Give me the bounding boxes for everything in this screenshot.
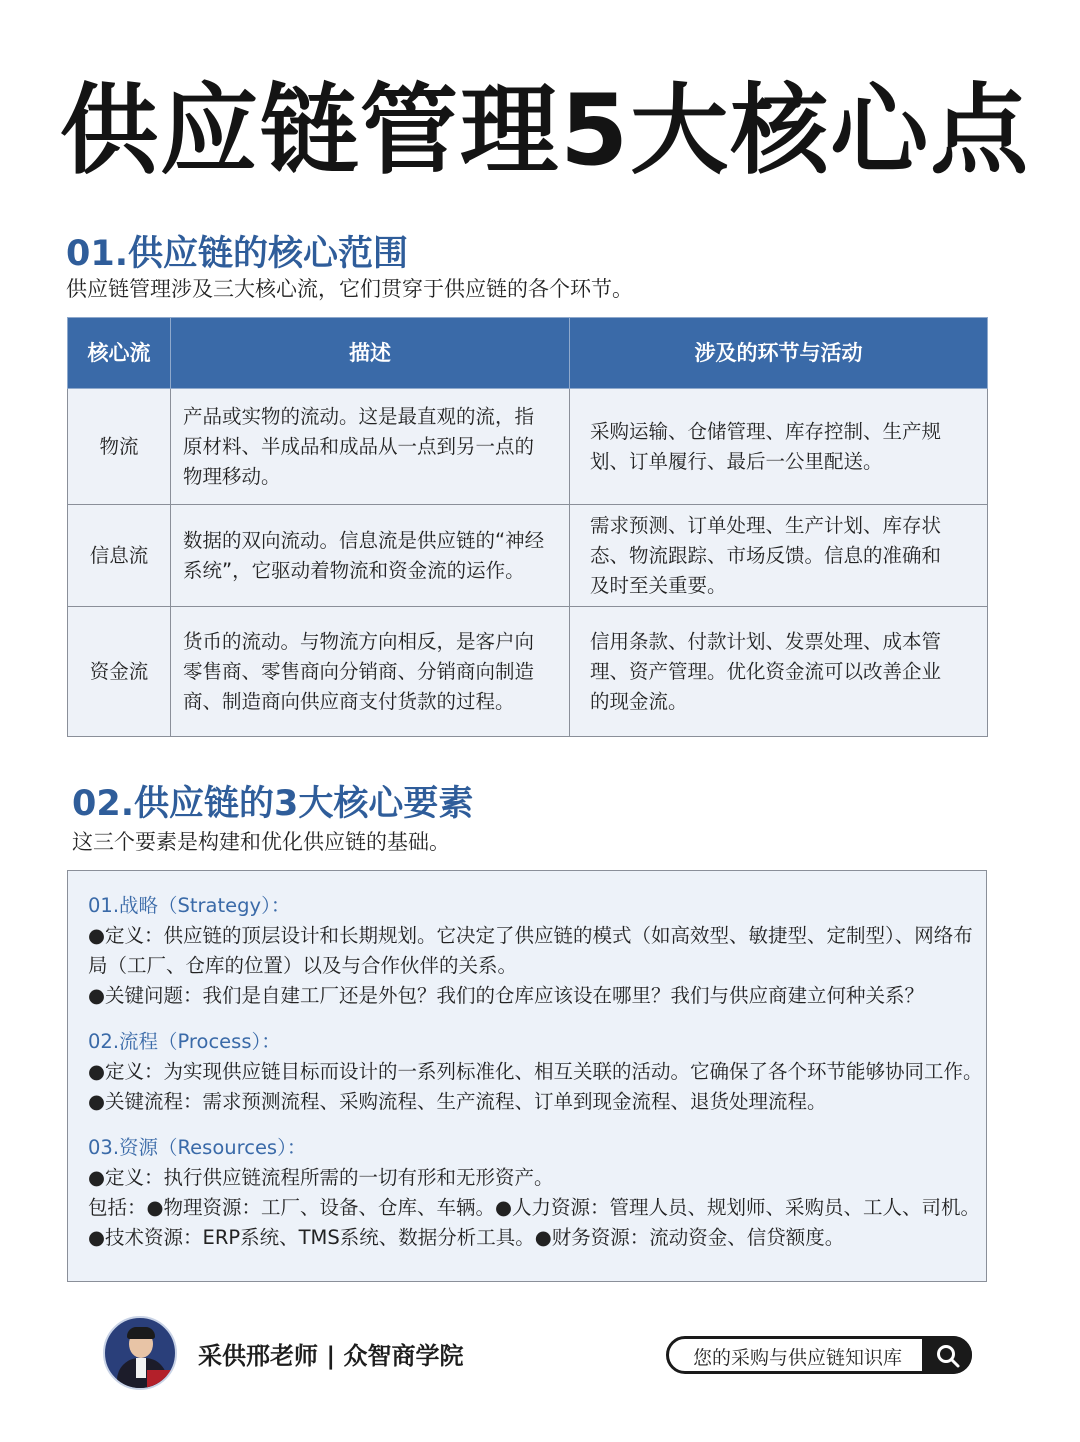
flow-name-cell: 资金流 <box>68 607 171 737</box>
element-line: 包括：●物理资源：工厂、设备、仓库、车辆。●人力资源：管理人员、规划师、采购员、工人、司机。 <box>88 1196 981 1219</box>
table-row <box>68 505 988 607</box>
table-row <box>68 389 988 505</box>
element-line: ●技术资源：ERP系统、TMS系统、数据分析工具。●财务资源：流动资金、信贷额度。 <box>88 1226 845 1249</box>
flow-activities-cell: 需求预测、订单处理、生产计划、库存状态、物流跟踪、市场反馈。信息的准确和及时至关重要。 <box>570 505 988 607</box>
flow-name-cell: 信息流 <box>68 505 171 607</box>
section2-heading: 02.供应链的3大核心要素 <box>72 784 474 824</box>
element-line: ●定义：执行供应链流程所需的一切有形和无形资产。 <box>88 1166 554 1189</box>
element-line: ●关键问题：我们是自建工厂还是外包？我们的仓库应该设在哪里？我们与供应商建立何种关系？ <box>88 984 925 1007</box>
element-title: 03.资源（Resources）： <box>88 1136 307 1159</box>
avatar <box>103 1316 177 1390</box>
section2-intro: 这三个要素是构建和优化供应链的基础。 <box>72 830 450 854</box>
element-process <box>88 1027 986 1117</box>
flow-activities-cell: 信用条款、付款计划、发票处理、成本管理、资产管理。优化资金流可以改善企业的现金流。 <box>570 607 988 737</box>
search-label: 您的采购与供应链知识库 <box>693 1347 903 1369</box>
core-elements-box <box>67 870 987 1282</box>
flow-desc-cell: 产品或实物的流动。这是最直观的流，指原材料、半成品和成品从一点到另一点的物理移动。 <box>171 389 570 505</box>
flow-activities-cell: 采购运输、仓储管理、库存控制、生产规划、订单履行、最后一公里配送。 <box>570 389 988 505</box>
element-strategy <box>88 891 986 1011</box>
table-header-row <box>68 318 988 389</box>
element-title: 02.流程（Process）： <box>88 1030 281 1053</box>
search-bar[interactable] <box>666 1336 972 1374</box>
table-header-cell: 描述 <box>171 318 570 389</box>
search-icon <box>935 1343 961 1369</box>
element-line: ●关键流程：需求预测流程、采购流程、生产流程、订单到现金流程、退货处理流程。 <box>88 1090 827 1113</box>
element-title: 01.战略（Strategy）： <box>88 894 291 917</box>
flow-name-cell: 物流 <box>68 389 171 505</box>
section1-intro: 供应链管理涉及三大核心流，它们贯穿于供应链的各个环节。 <box>66 277 633 301</box>
flow-desc-cell: 数据的双向流动。信息流是供应链的“神经系统”，它驱动着物流和资金流的运作。 <box>171 505 570 607</box>
author-name: 采供邢老师 | 众智商学院 <box>198 1342 464 1370</box>
table-row <box>68 607 988 737</box>
search-button[interactable] <box>922 1336 972 1374</box>
element-line: ●定义：为实现供应链目标而设计的一系列标准化、相互关联的活动。它确保了各个环节能够协同工作。 <box>88 1060 983 1083</box>
element-line: ●定义：供应链的顶层设计和长期规划。它决定了供应链的模式（如高效型、敏捷型、定制型）、网络布局（工厂、仓库的位置）以及与合作伙伴的关系。 <box>88 924 973 977</box>
table-header-cell: 核心流 <box>68 318 171 389</box>
flow-desc-cell: 货币的流动。与物流方向相反，是客户向零售商、零售商向分销商、分销商向制造商、制造商向供应商支付货款的过程。 <box>171 607 570 737</box>
page-title: 供应链管理5大核心点 <box>60 74 1031 188</box>
core-flows-table <box>67 317 988 737</box>
section1-heading: 01.供应链的核心范围 <box>66 234 409 274</box>
element-resources <box>88 1133 986 1253</box>
table-header-cell: 涉及的环节与活动 <box>570 318 988 389</box>
